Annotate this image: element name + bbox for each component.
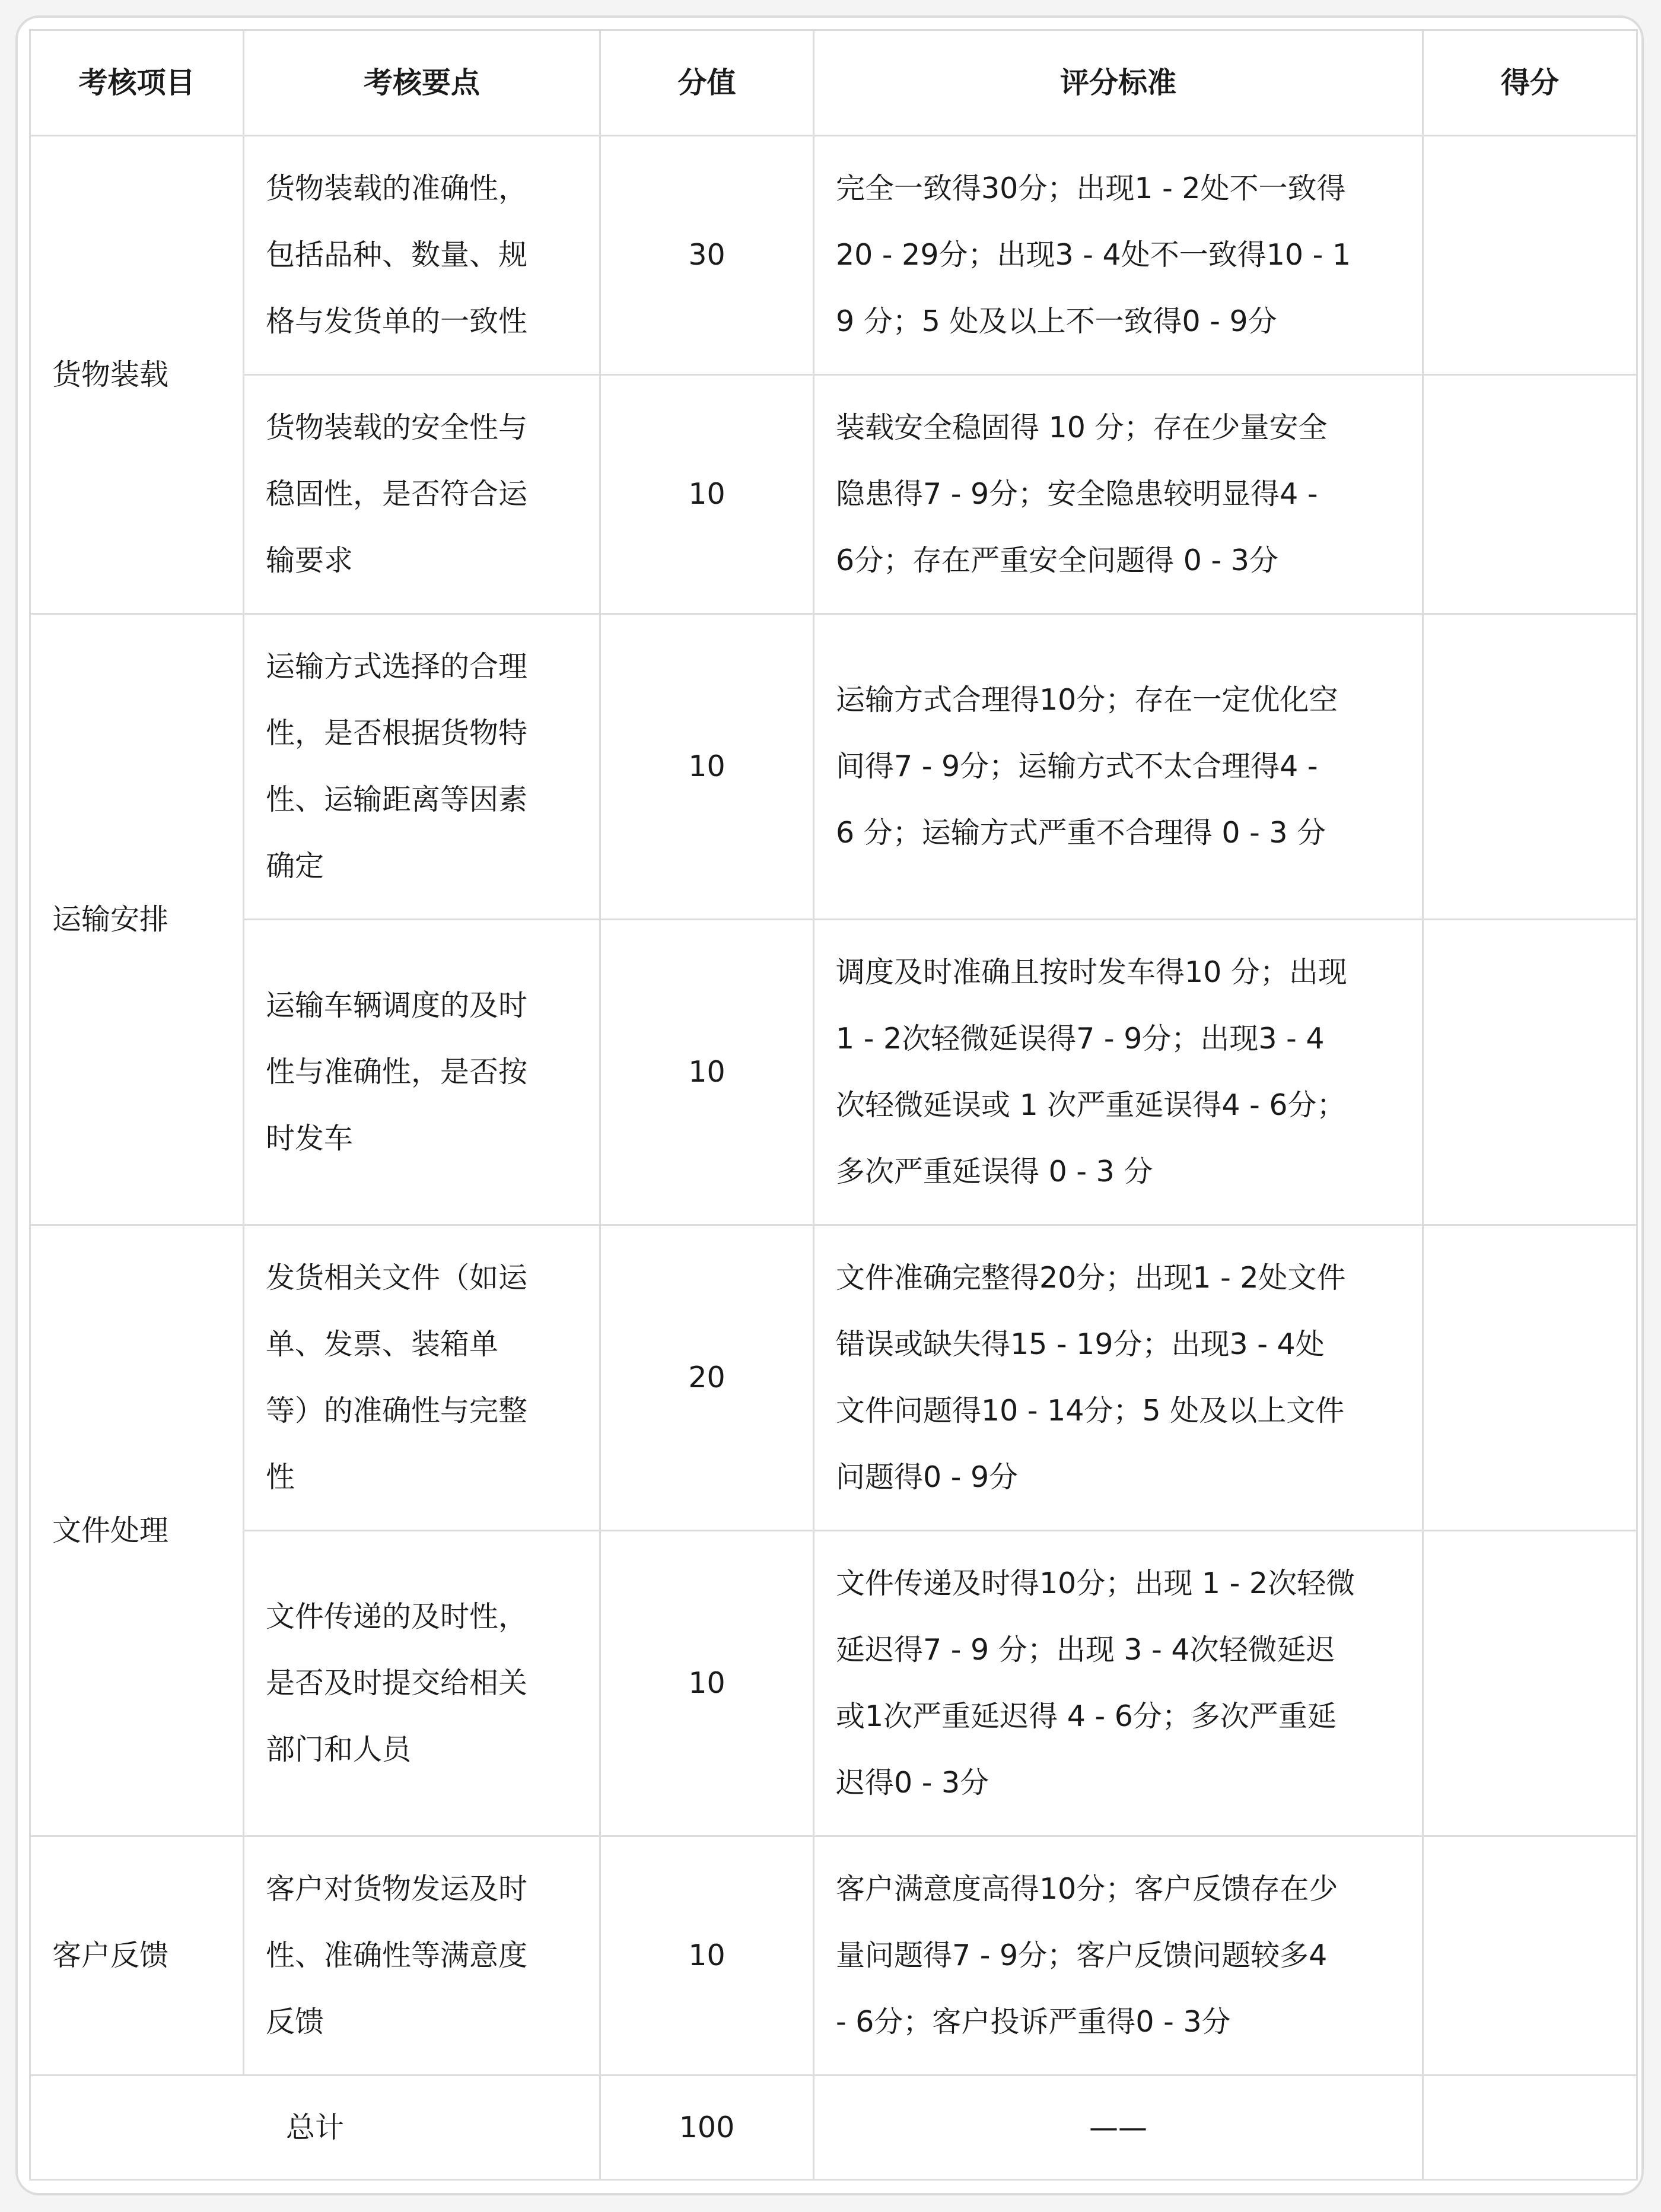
assessment-point-cell-line: 货物装载的准确性， bbox=[266, 171, 528, 205]
assessment-point-cell-line: 是否及时提交给相关 bbox=[266, 1666, 528, 1700]
score-result-cell bbox=[1423, 136, 1637, 375]
scoring-criteria-cell-line: 文件问题得10 - 14分；5 处及以上文件 bbox=[836, 1394, 1345, 1428]
assessment-item-cell: 文件处理 bbox=[30, 1225, 244, 1836]
assessment-point-cell bbox=[244, 1225, 600, 1531]
scoring-criteria-cell-line: 文件传递及时得10分；出现 1 - 2次轻微 bbox=[836, 1566, 1355, 1600]
score-value-cell: 10 bbox=[600, 614, 814, 920]
scoring-criteria-cell-line: 6分；存在严重安全问题得 0 - 3分 bbox=[836, 544, 1278, 577]
scoring-criteria-cell-line: 6 分；运输方式严重不合理得 0 - 3 分 bbox=[836, 816, 1326, 850]
table-row bbox=[30, 375, 1637, 614]
total-label-cell: 总计 bbox=[30, 2076, 600, 2180]
scoring-criteria-cell-line: 调度及时准确且按时发车得10 分；出现 bbox=[836, 955, 1347, 989]
scoring-criteria-cell bbox=[814, 375, 1423, 614]
scoring-criteria-cell-line: - 6分；客户投诉严重得0 - 3分 bbox=[836, 2005, 1231, 2039]
assessment-item-cell: 运输安排 bbox=[30, 614, 244, 1225]
assessment-point-cell-line: 性、准确性等满意度 bbox=[266, 1938, 528, 1972]
assessment-point-cell-line: 包括品种、数量、规 bbox=[266, 238, 528, 272]
scoring-criteria-cell bbox=[814, 1836, 1423, 2076]
scoring-criteria-cell-line: 文件准确完整得20分；出现1 - 2处文件 bbox=[836, 1261, 1346, 1295]
header-score-value: 分值 bbox=[600, 30, 814, 136]
assessment-point-cell bbox=[244, 614, 600, 920]
score-result-cell bbox=[1423, 375, 1637, 614]
scoring-criteria-cell-line: 运输方式合理得10分；存在一定优化空 bbox=[836, 683, 1338, 717]
header-assessment-item: 考核项目 bbox=[30, 30, 244, 136]
score-result-cell bbox=[1423, 920, 1637, 1225]
table-body bbox=[30, 136, 1637, 2180]
scoring-criteria-cell bbox=[814, 614, 1423, 920]
assessment-point-cell-line: 部门和人员 bbox=[266, 1733, 412, 1766]
total-criteria-cell: —— bbox=[814, 2076, 1423, 2180]
assessment-point-cell-line: 性与准确性，是否按 bbox=[266, 1055, 528, 1089]
scoring-criteria-cell-line: 或1次严重延迟得 4 - 6分；多次严重延 bbox=[836, 1699, 1337, 1733]
assessment-item-cell: 客户反馈 bbox=[30, 1836, 244, 2076]
scoring-criteria-cell-line: 客户满意度高得10分；客户反馈存在少 bbox=[836, 1872, 1338, 1906]
scoring-criteria-cell bbox=[814, 136, 1423, 375]
scoring-criteria-cell-line: 问题得0 - 9分 bbox=[836, 1460, 1019, 1494]
scoring-criteria-cell-line: 装载安全稳固得 10 分；存在少量安全 bbox=[836, 411, 1328, 444]
table-row bbox=[30, 136, 1637, 375]
score-value-cell: 10 bbox=[600, 375, 814, 614]
assessment-point-cell bbox=[244, 375, 600, 614]
assessment-point-cell-line: 性 bbox=[266, 1460, 295, 1494]
header-score-result: 得分 bbox=[1423, 30, 1637, 136]
score-value-cell: 30 bbox=[600, 136, 814, 375]
total-row bbox=[30, 2076, 1637, 2180]
scoring-criteria-cell-line: 多次严重延误得 0 - 3 分 bbox=[836, 1155, 1153, 1188]
scoring-criteria-cell-line: 延迟得7 - 9 分；出现 3 - 4次轻微延迟 bbox=[836, 1633, 1335, 1667]
assessment-item-cell: 货物装载 bbox=[30, 136, 244, 614]
table-row bbox=[30, 1225, 1637, 1531]
scoring-criteria-cell-line: 次轻微延误或 1 次严重延误得4 - 6分； bbox=[836, 1088, 1346, 1122]
assessment-point-cell-line: 单、发票、装箱单 bbox=[266, 1327, 499, 1361]
table-header-row bbox=[30, 30, 1637, 136]
total-result-cell bbox=[1423, 2076, 1637, 2180]
assessment-point-cell-line: 客户对货物发运及时 bbox=[266, 1872, 528, 1906]
scoring-criteria-cell-line: 完全一致得30分；出现1 - 2处不一致得 bbox=[836, 171, 1346, 205]
assessment-point-cell-line: 时发车 bbox=[266, 1121, 354, 1155]
assessment-point-cell bbox=[244, 920, 600, 1225]
header-assessment-point: 考核要点 bbox=[244, 30, 600, 136]
table-row bbox=[30, 614, 1637, 920]
table-row bbox=[30, 1836, 1637, 2076]
scoring-table bbox=[29, 29, 1638, 2181]
assessment-point-cell-line: 性，是否根据货物特 bbox=[266, 716, 528, 750]
assessment-point-cell bbox=[244, 1836, 600, 2076]
assessment-point-cell bbox=[244, 1531, 600, 1836]
score-value-cell: 20 bbox=[600, 1225, 814, 1531]
assessment-point-cell-line: 性、运输距离等因素 bbox=[266, 783, 528, 816]
assessment-point-cell-line: 反馈 bbox=[266, 2005, 324, 2039]
assessment-point-cell-line: 文件传递的及时性， bbox=[266, 1600, 528, 1633]
scoring-criteria-cell bbox=[814, 920, 1423, 1225]
score-value-cell: 10 bbox=[600, 1836, 814, 2076]
scoring-criteria-cell-line: 间得7 - 9分；运输方式不太合理得4 - bbox=[836, 749, 1318, 783]
assessment-point-cell-line: 格与发货单的一致性 bbox=[266, 304, 528, 338]
table-row bbox=[30, 1531, 1637, 1836]
assessment-point-cell-line: 运输方式选择的合理 bbox=[266, 650, 528, 684]
scoring-criteria-cell-line: 1 - 2次轻微延误得7 - 9分；出现3 - 4 bbox=[836, 1022, 1325, 1056]
assessment-point-cell-line: 货物装载的安全性与 bbox=[266, 411, 528, 444]
assessment-point-cell-line: 输要求 bbox=[266, 544, 354, 577]
score-value-cell: 10 bbox=[600, 1531, 814, 1836]
scoring-criteria-cell bbox=[814, 1225, 1423, 1531]
assessment-point-cell-line: 运输车辆调度的及时 bbox=[266, 989, 528, 1022]
score-value-cell: 10 bbox=[600, 920, 814, 1225]
header-scoring-criteria: 评分标准 bbox=[814, 30, 1423, 136]
scoring-criteria-cell-line: 迟得0 - 3分 bbox=[836, 1766, 989, 1800]
scoring-criteria-cell-line: 20 - 29分；出现3 - 4处不一致得10 - 1 bbox=[836, 238, 1351, 272]
assessment-point-cell-line: 发货相关文件（如运 bbox=[266, 1261, 528, 1295]
scoring-criteria-cell bbox=[814, 1531, 1423, 1836]
assessment-point-cell-line: 稳固性，是否符合运 bbox=[266, 477, 528, 511]
scoring-criteria-cell-line: 量问题得7 - 9分；客户反馈问题较多4 bbox=[836, 1938, 1328, 1972]
scoring-criteria-cell-line: 错误或缺失得15 - 19分；出现3 - 4处 bbox=[836, 1327, 1325, 1361]
scoring-table-card bbox=[15, 15, 1644, 2195]
total-score-cell: 100 bbox=[600, 2076, 814, 2180]
score-result-cell bbox=[1423, 1531, 1637, 1836]
score-result-cell bbox=[1423, 1225, 1637, 1531]
assessment-point-cell bbox=[244, 136, 600, 375]
table-row bbox=[30, 920, 1637, 1225]
scoring-criteria-cell-line: 隐患得7 - 9分；安全隐患较明显得4 - bbox=[836, 477, 1318, 511]
assessment-point-cell-line: 等）的准确性与完整 bbox=[266, 1394, 528, 1428]
scoring-criteria-cell-line: 9 分；5 处及以上不一致得0 - 9分 bbox=[836, 304, 1277, 338]
score-result-cell bbox=[1423, 1836, 1637, 2076]
score-result-cell bbox=[1423, 614, 1637, 920]
assessment-point-cell-line: 确定 bbox=[266, 849, 324, 883]
